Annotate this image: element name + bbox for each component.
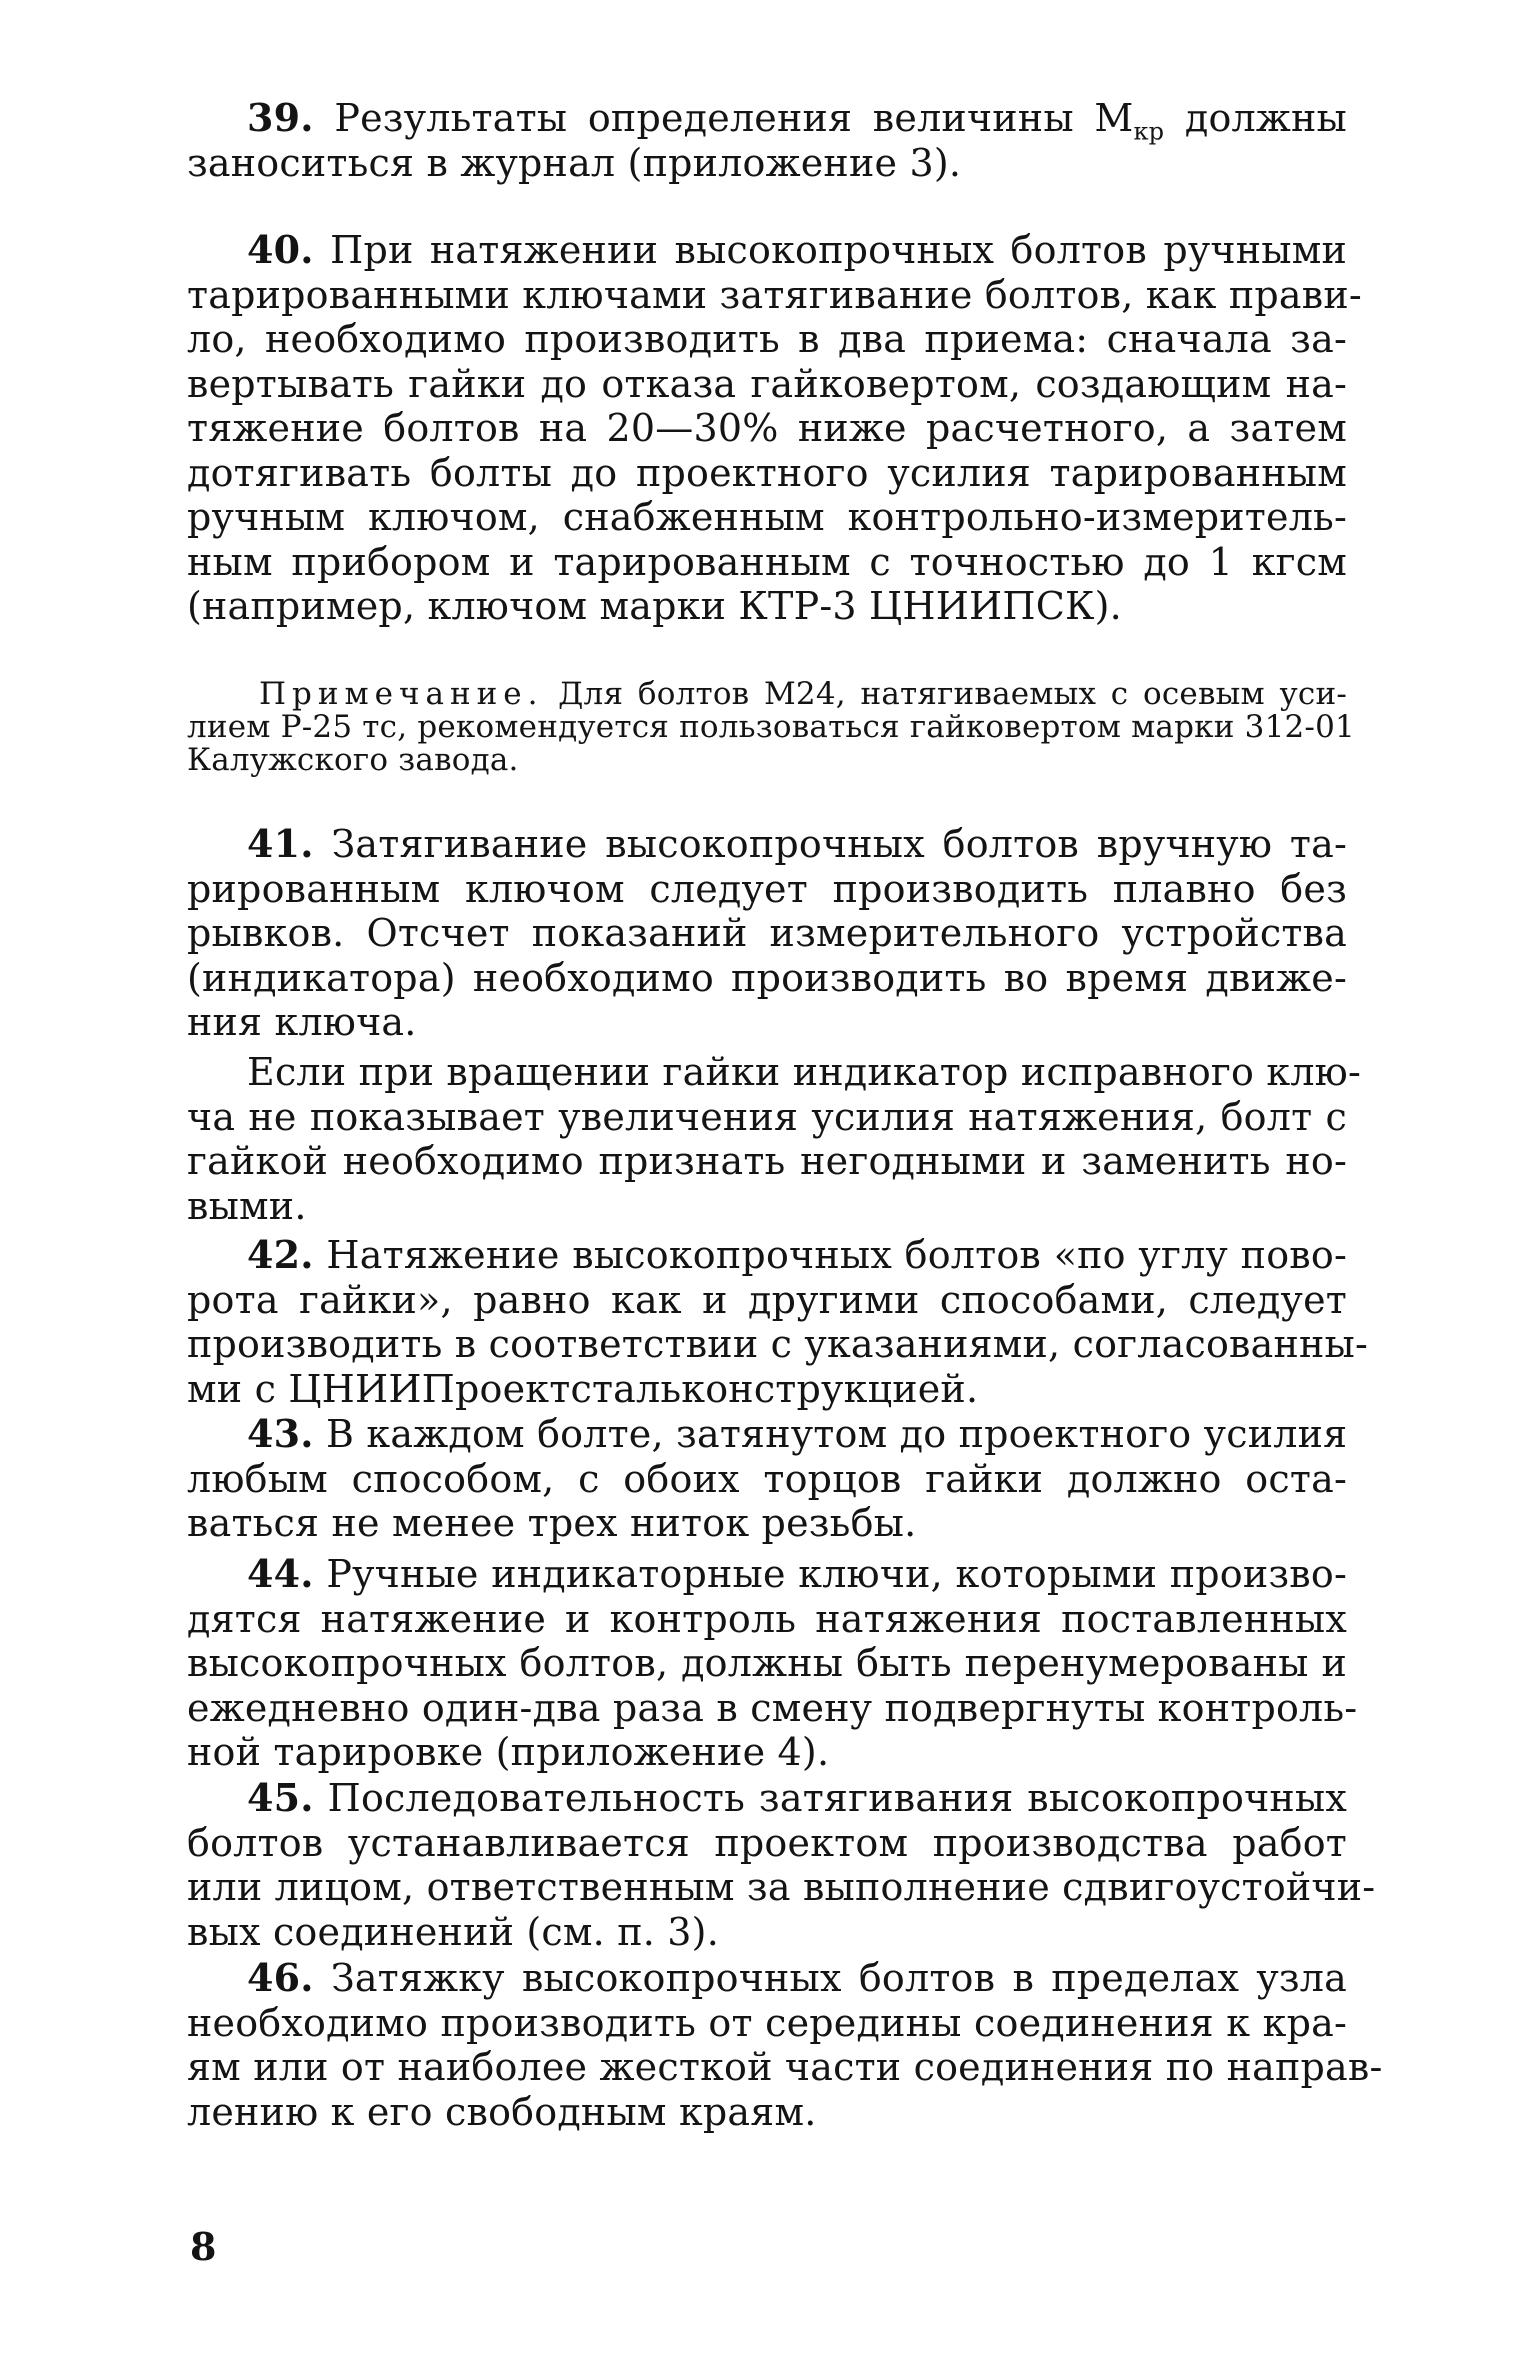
paragraph-41: 41. Затягивание высокопрочных болтов вручную та- рированным ключом следует производить плавно без рывков. Отсчет показаний измерительного устройства (индикатора) необходимо производить во время движе- ния ключа. [187,821,1347,1044]
paragraph-46: 46. Затяжку высокопрочных болтов в пределах узла необходимо производить от середины соединения к кра- ям или от наиболее жесткой части соединения по направ- лению к его свободным краям. [187,1955,1383,2134]
paragraph-number: 42. [247,1232,314,1277]
paragraph-45: 45. Последовательность затягивания высокопрочных болтов устанавливается проектом производства работ или лицом, ответственным за выполнение сдвигоустойчи- вых соединений (см. п. 3). [187,1775,1376,1954]
paragraph-40: 40. При натяжении высокопрочных болтов ручными тарированными ключами затягивание болтов, как прави- ло, необходимо производить в два приема: сначала за- вертывать гайки до отказа гайковертом, создающим на- тяжение болтов на 20—30% ниже расчетного, а затем дотягивать болты до проектного усилия тарированным ручным ключом, снабженным контрольно-измеритель- ным прибором и тарированным с точностью до 1 кгсм (например, ключом марки КТР-3 ЦНИИПСК). [187,227,1362,628]
paragraph-44: 44. Ручные индикаторные ключи, которыми произво- дятся натяжение и контроль натяжения поставленных высокопрочных болтов, должны быть перенумерованы и ежедневно один-два раза в смену подвергнуты контроль- ной тарировке (приложение 4). [187,1551,1358,1774]
paragraph-number: 44. [247,1551,314,1596]
paragraph-number: 43. [247,1411,314,1456]
paragraph-43: 43. В каждом болте, затянутом до проектного усилия любым способом, с обоих торцов гайки должно оста- ваться не менее трех ниток резьбы. [187,1411,1348,1545]
page-number: 8 [190,2224,217,2269]
paragraph-42: 42. Натяжение высокопрочных болтов «по углу пово- рота гайки», равно как и другими способами, следует производить в соответствии с указаниями, согласованны- ми с ЦНИИПроектстальконструкцией. [187,1232,1369,1411]
paragraph-39: 39. Результаты определения величины $М_{кр}$ должны заноситься в журнал (приложение 3). [187,95,1348,185]
paragraph-number: 46. [247,1955,314,2000]
paragraph-number: 41. [247,821,314,866]
note: Примечание. Для болтов М24, натягиваемых с осевым уси- лием Р-25 тс, рекомендуется пользоваться гайковертом марки 312-01 Калужского завода. [187,676,1355,778]
paragraph-number: 40. [247,227,314,272]
note-label: Примечание. [259,676,544,712]
paragraph-number: 39. [247,95,314,140]
paragraph-number: 45. [247,1775,314,1820]
paragraph-41-continued: Если при вращении гайки индикатор исправного клю- ча не показывает увеличения усилия натяжения, болт с гайкой необходимо признать негодными и заменить но- выми. [187,1050,1362,1228]
